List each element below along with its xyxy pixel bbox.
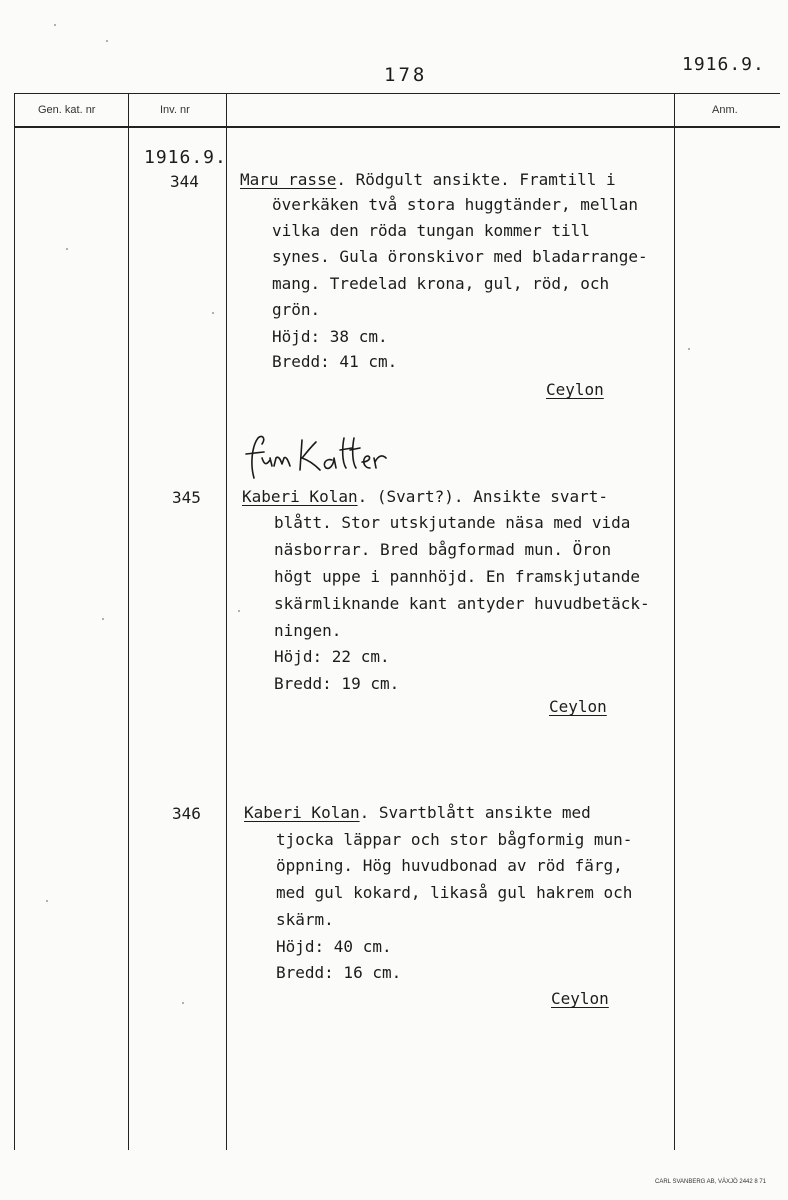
width-line: Bredd: 41 cm. [272, 352, 398, 371]
entry-name: Kaberi Kolan [244, 803, 360, 822]
scan-speck [66, 248, 68, 250]
entry-line: vilka den röda tungan kommer till [272, 221, 590, 240]
handwritten-annotation [242, 434, 392, 484]
scan-speck [182, 1002, 184, 1004]
entry-line: mang. Tredelad krona, gul, röd, och [272, 274, 610, 293]
entry-place: Ceylon [551, 989, 609, 1008]
printer-mark: CARL SVANBERG AB, VÄXJÖ 2442 8 71 [655, 1179, 767, 1185]
entry-name: Kaberi Kolan [242, 487, 358, 506]
entry-line: näsborrar. Bred bågformad mun. Öron [274, 540, 612, 559]
scan-speck [238, 610, 240, 612]
column-header-inv: Inv. nr [160, 104, 190, 116]
column-divider-gen-inv [128, 93, 129, 1150]
entry-line: skärmliknande kant antyder huvudbetäck- [274, 594, 650, 613]
scan-speck [106, 40, 108, 42]
scan-speck [212, 312, 214, 314]
page-number: 178 [384, 64, 428, 86]
entry-first-line [240, 170, 616, 190]
entry-text: . Svartblått ansikte med [359, 803, 591, 822]
height-line: Höjd: 22 cm. [274, 647, 390, 666]
entry-line: överkäken två stora huggtänder, mellan [272, 195, 639, 214]
entry-first-line [242, 487, 608, 507]
column-divider-inv-text [226, 93, 227, 1150]
column-divider-text-anm [674, 93, 675, 1150]
entry-line: grön. [272, 300, 321, 319]
width-line: Bredd: 16 cm. [276, 963, 402, 982]
entry-line: tjocka läppar och stor bågformig mun- [276, 830, 633, 849]
entry-place: Ceylon [549, 697, 607, 716]
entry-line: ningen. [274, 621, 342, 640]
entry-line: synes. Gula öronskivor med bladarrange- [272, 247, 648, 266]
entry-number-344: 344 [170, 172, 199, 191]
height-line: Höjd: 40 cm. [276, 937, 392, 956]
width-line: Bredd: 19 cm. [274, 674, 400, 693]
column-header-anm: Anm. [712, 104, 738, 116]
scan-speck [46, 900, 48, 902]
scan-speck [102, 618, 104, 620]
left-border [14, 93, 15, 1150]
entry-place: Ceylon [546, 380, 604, 399]
page-year: 1916.9. [682, 54, 765, 75]
entry-line: blått. Stor utskjutande näsa med vida [274, 513, 631, 532]
entry-line: högt uppe i pannhöjd. En framskjutande [274, 567, 641, 586]
inventory-year: 1916.9. [144, 147, 227, 168]
entry-line: skärm. [276, 910, 334, 929]
height-line: Höjd: 38 cm. [272, 327, 388, 346]
entry-name: Maru rasse [240, 170, 337, 189]
column-header-gen-kat: Gen. kat. nr [38, 104, 96, 116]
entry-text: . (Svart?). Ansikte svart- [357, 487, 609, 506]
entry-first-line [244, 803, 591, 823]
entry-text: . Rödgult ansikte. Framtill i [336, 170, 616, 189]
scan-speck [54, 24, 56, 26]
entry-line: med gul kokard, likaså gul hakrem och [276, 883, 633, 902]
entry-line: öppning. Hög huvudbonad av röd färg, [276, 856, 623, 875]
entry-number-345: 345 [172, 488, 201, 507]
scan-speck [688, 348, 690, 350]
entry-number-346: 346 [172, 804, 201, 823]
